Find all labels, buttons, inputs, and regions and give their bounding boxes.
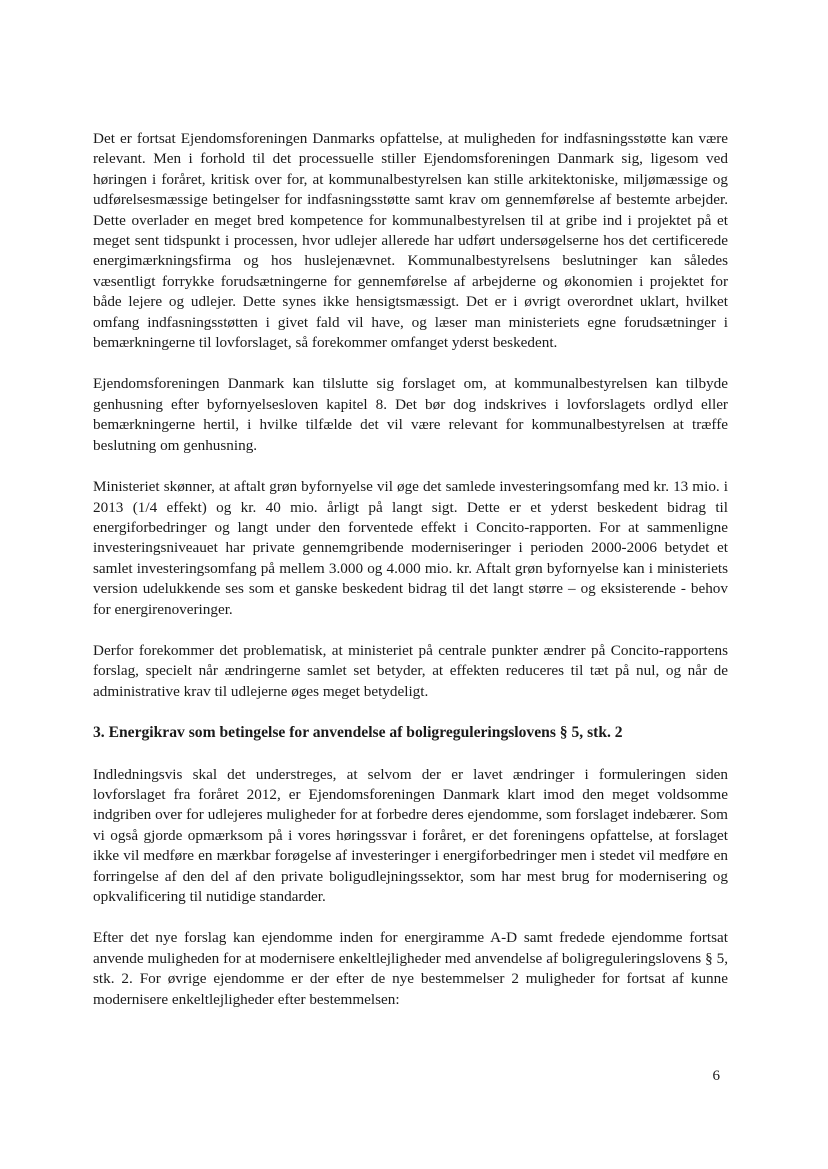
paragraph-indledningsvis: Indledningsvis skal det understreges, at selvom der er lavet ændringer i formuleringen siden lovforslaget fra foråret 2012, er Ejendomsforeningen Danmark klart imod den meget voldsomme indgriben over for udlejeres muligheder for at forbedre deres ejendomme, som forslaget indebærer. Som vi også gjorde opmærksom på i vores høringssvar i foråret, er det foreningens opfattelse, at forslaget ikke vil medføre en mærkbar forøgelse af investeringer i energiforbedringer men i stedet vil medføre en forringelse af den del af den private boligudlejningssektor, som har mest brug for modernisering og opkvalificering til nutidige standarder. [93, 765, 728, 905]
paragraph-investeringsomfang: Ministeriet skønner, at aftalt grøn byfornyelse vil øge det samlede investeringsomfang med kr. 13 mio. i 2013 (1/4 effekt) og kr. 40 mio. årligt på langt sigt. Dette er et yderst beskedent bidrag til energiforbedringer og langt under den forventede effekt i Concito-rapporten. For at sammenligne investeringsniveauet har private gennemgribende moderniseringer i perioden 2000-2006 betydet et samlet investeringsomfang på mellem 3.000 og 4.000 mio. kr. Aftalt grøn byfornyelse kan i ministeriets version udelukkende ses som et ganske beskedent bidrag til det langt større – og eksisterende - behov for energirenoveringer. [93, 478, 728, 618]
paragraph-concito-rapport: Derfor forekommer det problematisk, at ministeriet på centrale punkter ændrer på Concito-rapportens forslag, specielt når ændringerne samlet set betyder, at effekten reduceres til tæt på nul, og når de administrative krav til udlejerne øges meget betydeligt. [93, 641, 728, 700]
section-heading-energikrav: 3. Energikrav som betingelse for anvendelse af boligreguleringslovens § 5, stk. 2 [93, 724, 623, 742]
paragraph-genhusning: Ejendomsforeningen Danmark kan tilslutte sig forslaget om, at kommunalbestyrelsen kan tilbyde genhusning efter byfornyelsesloven kapitel 8. Det bør dog indskrives i lovforslagets ordlyd eller bemærkningerne hertil, i hvilke tilfælde det vil være relevant for kommunalbestyrelsen at træffe beslutning om genhusning. [93, 375, 728, 454]
paragraph-indfasningsstotte: Det er fortsat Ejendomsforeningen Danmarks opfattelse, at muligheden for indfasningsstøtte kan være relevant. Men i forhold til det processuelle stiller Ejendomsforeningen Danmark sig, ligesom ved høringen i foråret, kritisk over for, at kommunalbestyrelsen kan stille arkitektoniske, miljømæssige og udførelsesmæssige betingelser for indfasningsstøtte samt krav om gennemførelse af bestemte arbejder. Dette overlader en meget bred kompetence for kommunalbestyrelsen til at gribe ind i projektet på et meget sent tidspunkt i processen, hvor udlejer allerede har udført undersøgelserne hos det certificerede energimærkningsfirma og hos huslejenævnet. Kommunalbestyrelsens beslutninger kan således væsentligt forrykke forudsætningerne for gennemførelse af arbejderne og økonomien i projektet for både lejere og udlejer. Dette synes ikke hensigtsmæssigt. Det er i øvrigt overordnet uklart, hvilket omfang indfasningsstøtten i givet fald vil have, og læser man ministeriets egne forudsætninger i bemærkningerne til lovforslaget, så forekommer omfanget yderst beskedent. [93, 130, 728, 352]
paragraph-nye-forslag: Efter det nye forslag kan ejendomme inden for energiramme A-D samt fredede ejendomme fortsat anvende muligheden for at modernisere enkeltlejligheder med anvendelse af boligreguleringslovens § 5, stk. 2. For øvrige ejendomme er der efter de nye bestemmelser 2 muligheder for fortsat af kunne modernisere enkeltlejligheder efter bestemmelsen: [93, 929, 728, 1008]
page-number: 6 [712, 1068, 720, 1084]
document-page [93, 129, 728, 1031]
